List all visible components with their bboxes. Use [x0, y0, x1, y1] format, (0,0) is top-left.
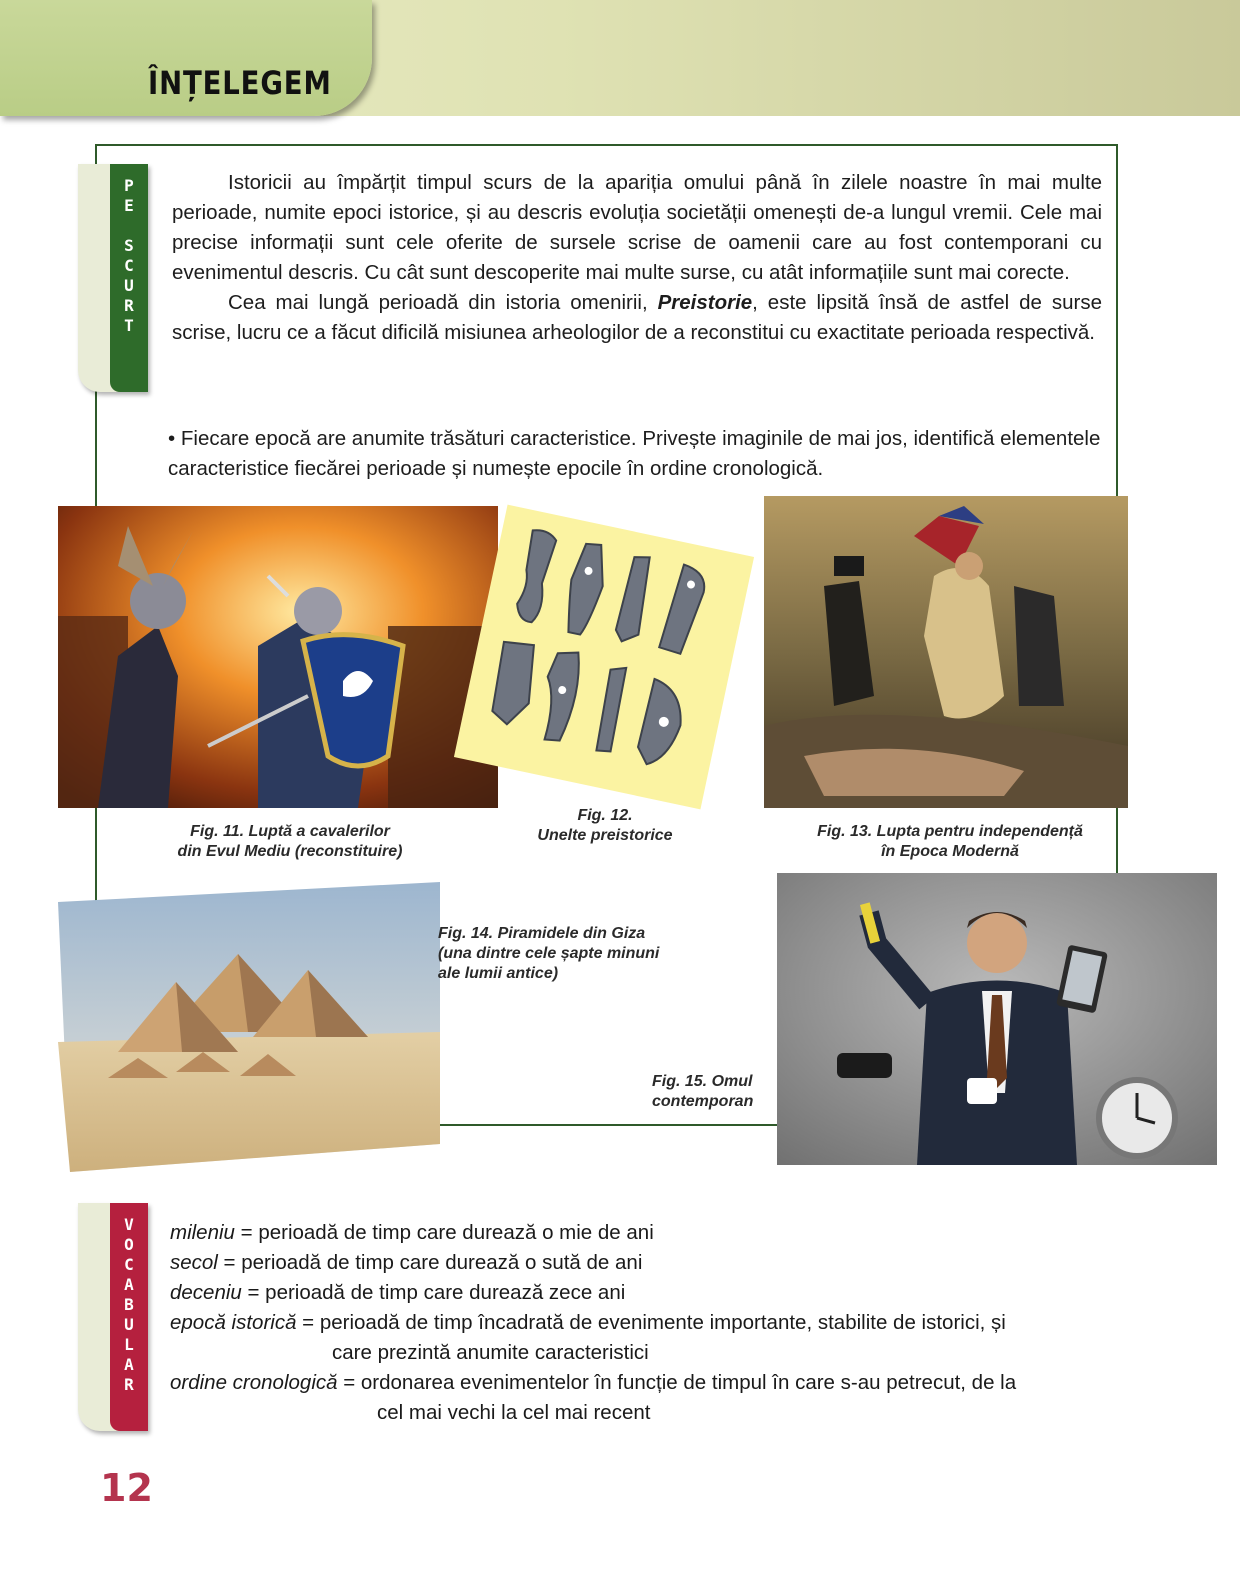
page-number: 12	[100, 1466, 153, 1510]
fig12-caption-line1: Fig. 12.	[577, 807, 633, 824]
vocab-entry	[170, 1278, 1110, 1308]
vocab-definition: = perioadă de timp care durează o mie de ani	[234, 1221, 654, 1244]
tab-letter: R	[124, 296, 134, 315]
vocab-entry	[170, 1248, 1110, 1278]
fig12-caption	[505, 806, 705, 846]
vocab-term: ordine cronologică	[170, 1371, 338, 1394]
fig12-caption-line2: Unelte preistorice	[537, 827, 673, 844]
tab-letter: B	[124, 1295, 134, 1314]
tab-letter: L	[124, 1335, 134, 1354]
tab-letter: T	[124, 316, 134, 335]
vocab-definition-continuation: cel mai vechi la cel mai recent	[377, 1401, 651, 1424]
vocab-term: secol	[170, 1251, 218, 1274]
pe-scurt-tab	[78, 164, 148, 392]
tab-letter: P	[124, 176, 134, 195]
fig12-tools-image	[454, 505, 754, 810]
fig15-contemporary-man-image	[777, 873, 1217, 1165]
tab-letter: U	[124, 1315, 134, 1334]
pe-scurt-strip	[110, 164, 148, 392]
fig11-caption-line1: Fig. 11. Luptă a cavalerilor	[190, 823, 390, 840]
fig15-caption-line1: Fig. 15. Omul	[652, 1073, 753, 1090]
fig14-pyramids-image	[58, 882, 440, 1172]
fig13-caption	[790, 822, 1110, 862]
fig13-liberty-image	[764, 496, 1128, 808]
vocab-entry	[170, 1368, 1110, 1398]
vocab-term: epocă istorică	[170, 1311, 297, 1334]
fig11-knights-image	[58, 506, 498, 808]
tab-letter: S	[124, 236, 134, 255]
term-preistorie: Preistorie	[657, 291, 753, 314]
fig14-caption-line2: (una dintre cele șapte minuni	[438, 945, 660, 962]
tab-letter: A	[124, 1355, 134, 1374]
tab-letter: E	[124, 196, 134, 215]
fig14-caption-line1: Fig. 14. Piramidele din Giza	[438, 925, 646, 942]
tab-letter: C	[124, 256, 134, 275]
vocab-definition-continuation: care prezintă anumite caracteristici	[332, 1341, 649, 1364]
section-title: ÎNȚELEGEM	[148, 64, 332, 102]
fig15-caption-line2: contemporan	[652, 1093, 754, 1110]
tab-letter: O	[124, 1235, 134, 1254]
task-instruction: • Fiecare epocă are anumite trăsături caracteristice. Privește imaginile de mai jos, identifică elementele caracteristice fiecărei perioade și numește epocile în ordine cronologică.	[168, 427, 1101, 480]
fig13-caption-line2: în Epoca Modernă	[881, 843, 1019, 860]
vocab-entry	[170, 1308, 1110, 1338]
tab-letter: A	[124, 1275, 134, 1294]
vocab-definition: = perioadă de timp încadrată de evenimente importante, stabilite de istorici, și	[296, 1311, 1006, 1334]
vocab-entry	[170, 1218, 1110, 1248]
frame-line-bottom	[440, 1124, 780, 1126]
tab-letter: V	[124, 1215, 134, 1234]
vocab-term: deceniu	[170, 1281, 242, 1304]
fig15-caption	[652, 1072, 782, 1112]
vocabulary-list	[170, 1218, 1110, 1428]
tab-letter	[124, 216, 134, 236]
tab-letter: C	[124, 1255, 134, 1274]
vocab-definition: = perioadă de timp care durează zece ani	[241, 1281, 626, 1304]
tab-letter: R	[124, 1375, 134, 1394]
fig13-caption-line1: Fig. 13. Lupta pentru independență	[817, 823, 1083, 840]
vocab-definition: = ordonarea evenimentelor în funcție de timpul în care s-au petrecut, de la	[337, 1371, 1017, 1394]
intro-text	[172, 168, 1102, 348]
vocabular-strip	[110, 1203, 148, 1431]
tab-letter: U	[124, 276, 134, 295]
intro-p2-before: Cea mai lungă perioadă din istoria omenirii,	[228, 291, 658, 314]
fig11-caption	[160, 822, 420, 862]
intro-paragraph-2	[172, 288, 1102, 348]
vocab-definition: = perioadă de timp care durează o sută de ani	[217, 1251, 643, 1274]
frame-line-top	[95, 144, 1118, 146]
vocab-term: mileniu	[170, 1221, 235, 1244]
vocabular-tab	[78, 1203, 148, 1431]
fig14-caption-line3: ale lumii antice)	[438, 965, 559, 982]
fig11-caption-line2: din Evul Mediu (reconstituire)	[177, 843, 403, 860]
intro-paragraph-1: Istoricii au împărțit timpul scurs de la apariția omului până în zilele noastre în mai multe perioade, numite epoci istorice, și au descris evoluția societății omenești de-a lungul vremii. Cele mai precise informații sunt cele oferite de sursele scrise de oamenii care au fost contemporani cu evenimentul descris. Cu cât sunt descoperite mai multe surse, cu atât informațiile sunt mai corecte.	[172, 171, 1102, 284]
fig14-caption	[438, 924, 698, 984]
intro-p2-after: , este lipsită însă de astfel de surse scrise, lucru ce a făcut dificilă misiunea arheologilor de a reconstitui cu exactitate perioada respectivă.	[172, 291, 1102, 344]
fig12-tools-card	[454, 505, 754, 810]
